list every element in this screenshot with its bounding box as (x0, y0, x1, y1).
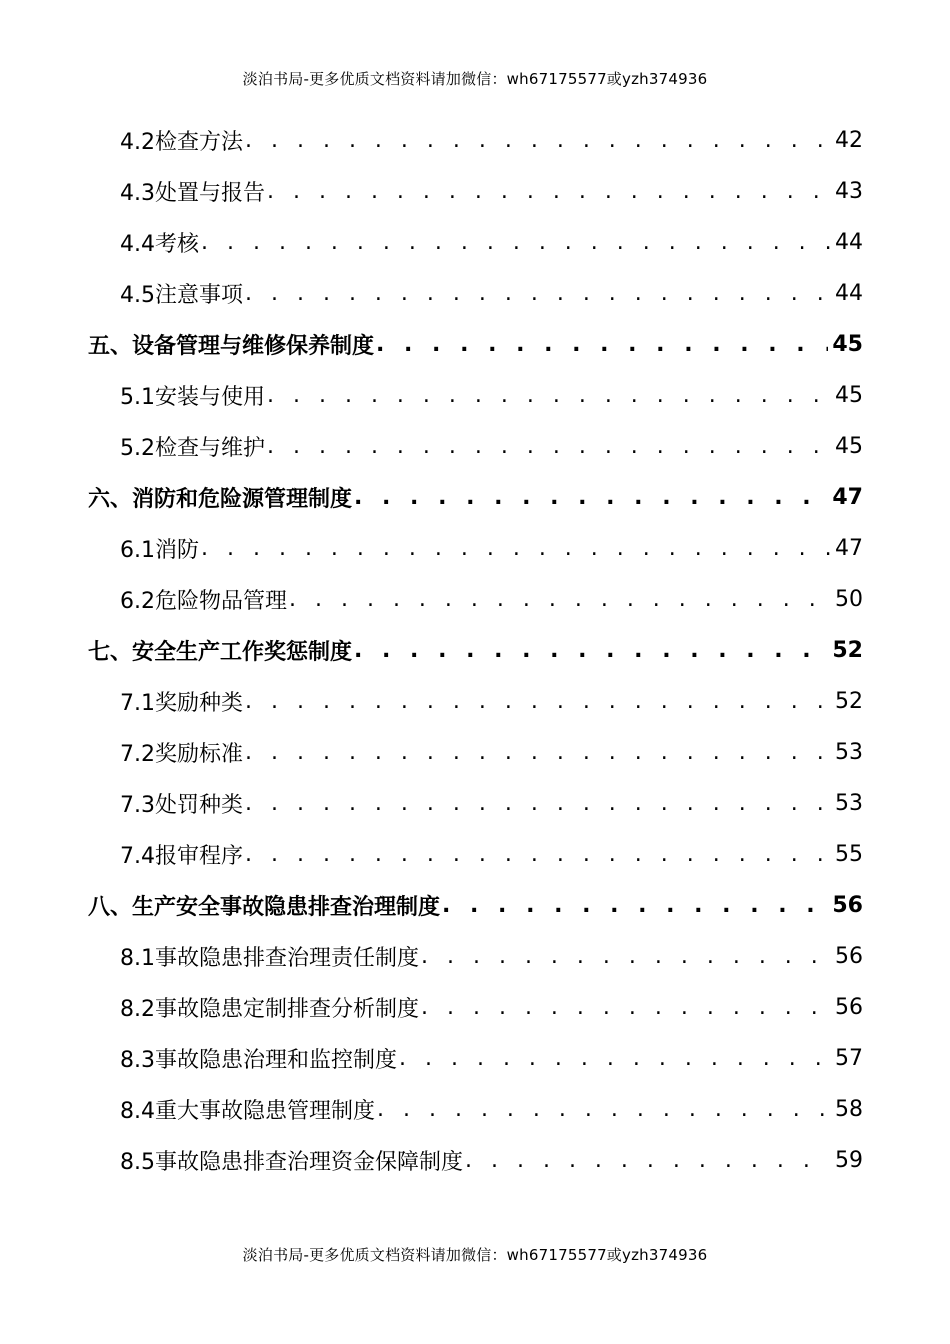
toc-entry[interactable] (120, 936, 863, 976)
toc-entry-page: 43 (835, 178, 863, 204)
toc-entry[interactable] (120, 987, 863, 1027)
toc-entry-page: 58 (835, 1096, 863, 1122)
toc-entry-page: 53 (835, 790, 863, 816)
toc-entry-page: 47 (832, 484, 863, 510)
toc-dot-leader (352, 485, 828, 510)
toc-entry[interactable] (120, 834, 863, 874)
toc-entry-title: 4.2检查方法 (120, 129, 243, 155)
toc-entry[interactable] (120, 1140, 863, 1180)
toc-entry-title: 8.2事故隐患定制排查分析制度 (120, 996, 419, 1022)
toc-entry-page: 55 (835, 841, 863, 867)
toc-entry[interactable] (120, 1038, 863, 1078)
toc-entry-title: 八、生产安全事故隐患排查治理制度 (88, 894, 441, 920)
toc-entry-page: 56 (835, 943, 863, 969)
toc-chapter-entry[interactable] (88, 324, 863, 364)
toc-entry[interactable] (120, 375, 863, 415)
toc-dot-leader (374, 332, 828, 357)
toc-entry-title: 8.3事故隐患治理和监控制度 (120, 1047, 397, 1073)
toc-chapter-entry[interactable] (88, 477, 863, 517)
toc-entry-title: 6.1消防 (120, 537, 199, 563)
toc-entry-page: 45 (835, 433, 863, 459)
toc-entry[interactable] (120, 528, 863, 568)
toc-entry-page: 52 (835, 688, 863, 714)
header-watermark-note: 淡泊书局-更多优质文档资料请加微信：wh67175577或yzh374936 (242, 70, 708, 88)
toc-dot-leader (199, 536, 831, 561)
toc-entry-title: 五、设备管理与维修保养制度 (88, 333, 375, 359)
toc-chapter-entry[interactable] (88, 630, 863, 670)
toc-dot-leader (419, 944, 831, 969)
toc-dot-leader (265, 434, 831, 459)
toc-entry-title: 7.4报审程序 (120, 843, 243, 869)
toc-entry-title: 4.4考核 (120, 231, 199, 257)
toc-dot-leader (243, 281, 831, 306)
toc-entry-title: 5.1安装与使用 (120, 384, 265, 410)
toc-entry-page: 47 (835, 535, 863, 561)
toc-dot-leader (287, 587, 831, 612)
toc-entry[interactable] (120, 783, 863, 823)
toc-dot-leader (243, 740, 831, 765)
toc-dot-leader (265, 179, 831, 204)
toc-entry-page: 59 (835, 1147, 863, 1173)
toc-entry-title: 4.5注意事项 (120, 282, 243, 308)
toc-entry[interactable] (120, 426, 863, 466)
toc-dot-leader (352, 638, 828, 663)
toc-entry-title: 4.3处置与报告 (120, 180, 265, 206)
toc-entry-page: 56 (832, 892, 863, 918)
toc-entry-title: 七、安全生产工作奖惩制度 (88, 639, 353, 665)
toc-entry-page: 56 (835, 994, 863, 1020)
toc-dot-leader (375, 1097, 831, 1122)
toc-dot-leader (463, 1148, 831, 1173)
toc-entry-page: 42 (835, 127, 863, 153)
toc-dot-leader (265, 383, 831, 408)
toc-entry-title: 7.3处罚种类 (120, 792, 243, 818)
toc-dot-leader (243, 842, 831, 867)
toc-entry[interactable] (120, 681, 863, 721)
toc-entry[interactable] (120, 120, 863, 160)
toc-entry-page: 44 (835, 280, 863, 306)
toc-entry-page: 45 (835, 382, 863, 408)
toc-entry-title: 7.2奖励标准 (120, 741, 243, 767)
toc-entry-page: 50 (835, 586, 863, 612)
toc-entry[interactable] (120, 1089, 863, 1129)
footer-watermark-note: 淡泊书局-更多优质文档资料请加微信：wh67175577或yzh374936 (242, 1246, 708, 1264)
toc-dot-leader (440, 893, 828, 918)
toc-entry-title: 8.5事故隐患排查治理资金保障制度 (120, 1149, 463, 1175)
toc-entry-page: 45 (832, 331, 863, 357)
toc-entry-page: 52 (832, 637, 863, 663)
toc-dot-leader (243, 689, 831, 714)
toc-chapter-entry[interactable] (88, 885, 863, 925)
toc-dot-leader (199, 230, 831, 255)
toc-entry-page: 53 (835, 739, 863, 765)
toc-entry-title: 7.1奖励种类 (120, 690, 243, 716)
toc-entry[interactable] (120, 273, 863, 313)
toc-entry[interactable] (120, 732, 863, 772)
toc-dot-leader (419, 995, 831, 1020)
toc-dot-leader (243, 791, 831, 816)
toc-entry-title: 8.1事故隐患排查治理责任制度 (120, 945, 419, 971)
toc-entry-page: 57 (835, 1045, 863, 1071)
toc-entry[interactable] (120, 222, 863, 262)
toc-dot-leader (397, 1046, 831, 1071)
toc-entry-title: 6.2危险物品管理 (120, 588, 287, 614)
toc-entry-page: 44 (835, 229, 863, 255)
toc-entry-title: 5.2检查与维护 (120, 435, 265, 461)
toc-entry-title: 8.4重大事故隐患管理制度 (120, 1098, 375, 1124)
toc-entry-title: 六、消防和危险源管理制度 (88, 486, 353, 512)
toc-entry[interactable] (120, 579, 863, 619)
toc-dot-leader (243, 128, 831, 153)
toc-entry[interactable] (120, 171, 863, 211)
